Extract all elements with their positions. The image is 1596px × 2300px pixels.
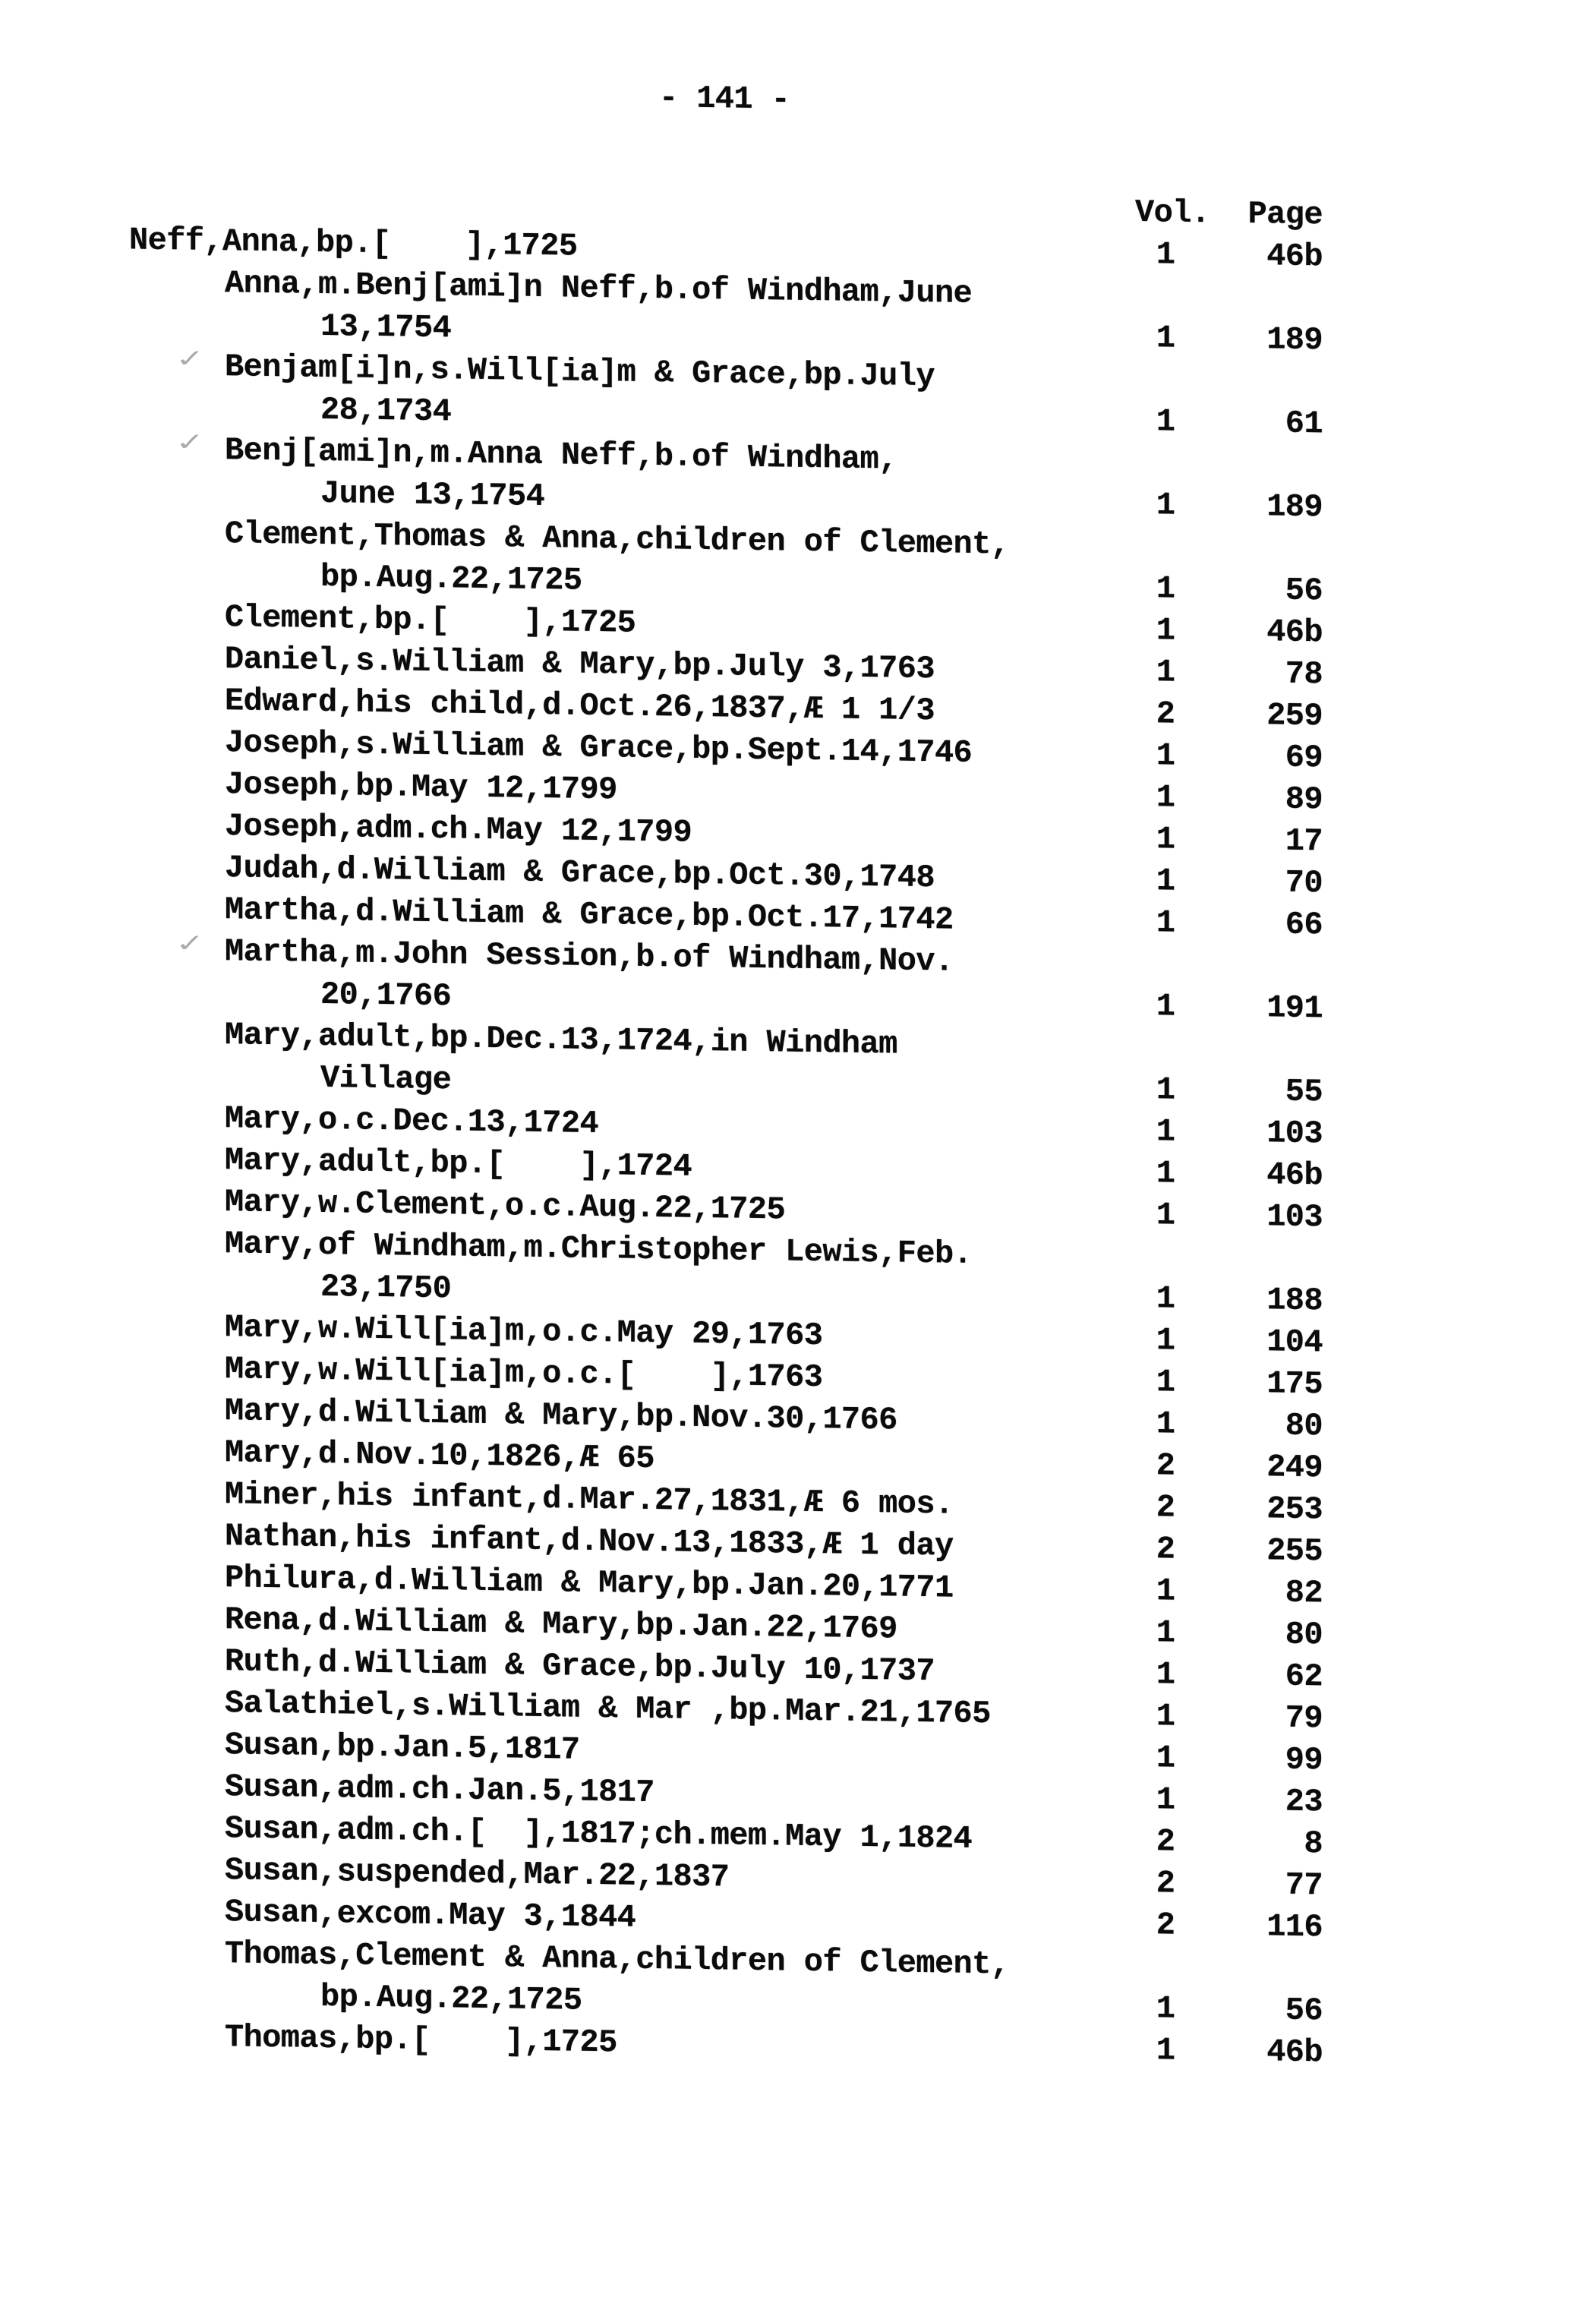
entry-text: 20,1766	[320, 976, 452, 1015]
vol-cell: 2	[1156, 1531, 1175, 1568]
page-cell: 116	[1266, 1908, 1323, 1946]
entry-text: Judah,d.William & Grace,bp.Oct.30,1748	[225, 850, 935, 897]
entry-text: Daniel,s.William & Mary,bp.July 3,1763	[225, 641, 935, 688]
vol-column-header: Vol.	[1135, 194, 1210, 232]
vol-cell: 1	[1156, 1990, 1175, 2027]
entry-text: 28,1734	[320, 391, 452, 431]
vol-cell: 1	[1156, 1322, 1175, 1359]
page-cell: 55	[1285, 1073, 1323, 1111]
vol-cell: 1	[1156, 821, 1175, 858]
page-cell: 80	[1285, 1407, 1323, 1445]
page-cell: 79	[1285, 1699, 1323, 1737]
vol-cell: 1	[1156, 1155, 1175, 1192]
page-cell: 188	[1266, 1282, 1323, 1320]
entry-text: Joseph,adm.ch.May 12,1799	[225, 808, 692, 851]
vol-cell: 1	[1156, 988, 1175, 1025]
page-cell: 175	[1266, 1365, 1323, 1403]
page-cell: 82	[1285, 1574, 1323, 1612]
vol-cell: 1	[1156, 320, 1175, 357]
entry-text: Miner,his infant,d.Mar.27,1831,Æ 6 mos.	[225, 1476, 954, 1523]
vol-cell: 1	[1156, 904, 1175, 942]
page-cell: 61	[1285, 405, 1323, 443]
entry-text: Thomas,bp.[ ],1725	[225, 2019, 617, 2062]
vol-cell: 1	[1156, 1113, 1175, 1150]
vol-cell: 2	[1156, 1489, 1175, 1526]
entry-text: Susan,adm.ch.Jan.5,1817	[225, 1768, 654, 1812]
page-cell: 259	[1266, 697, 1323, 735]
vol-cell: 1	[1156, 1698, 1175, 1735]
vol-cell: 1	[1156, 1364, 1175, 1401]
vol-cell: 1	[1156, 779, 1175, 816]
entry-text: Salathiel,s.William & Mar ,bp.Mar.21,1765	[225, 1685, 991, 1733]
entry-text: Mary,w.Clement,o.c.Aug.22,1725	[225, 1184, 786, 1229]
entry-text: Ruth,d.William & Grace,bp.July 10,1737	[225, 1643, 935, 1690]
entry-text: bp.Aug.22,1725	[320, 558, 582, 599]
vol-cell: 2	[1156, 1865, 1175, 1902]
vol-cell: 1	[1156, 1071, 1175, 1109]
entry-text: Mary,d.Nov.10,1826,Æ 65	[225, 1434, 654, 1478]
entry-text: Martha,d.William & Grace,bp.Oct.17,1742	[225, 891, 954, 939]
page-cell: 80	[1285, 1616, 1323, 1654]
vol-cell: 1	[1156, 403, 1175, 440]
page-cell: 89	[1285, 781, 1323, 819]
vol-cell: 1	[1156, 863, 1175, 900]
pencil-checkmark-icon: ✓	[176, 929, 203, 961]
page-cell: 249	[1266, 1449, 1323, 1487]
entry-text: Mary,adult,bp.Dec.13,1724,in Windham	[225, 1017, 897, 1063]
page-cell: 70	[1285, 864, 1323, 902]
page-cell: 56	[1285, 572, 1323, 610]
entry-text: 13,1754	[320, 308, 452, 347]
page-cell: 62	[1285, 1658, 1323, 1696]
entry-text: Thomas,Clement & Anna,children of Clement,	[225, 1936, 1010, 1983]
entry-text: Mary,adult,bp.[ ],1724	[225, 1142, 692, 1185]
vol-cell: 2	[1156, 696, 1175, 733]
entry-text: Philura,d.William & Mary,bp.Jan.20,1771	[225, 1560, 954, 1607]
entry-text: Mary,w.Will[ia]m,o.c.May 29,1763	[225, 1309, 823, 1355]
page-column-header: Page	[1247, 195, 1323, 234]
entry-text: Martha,m.John Session,b.of Windham,Nov.	[225, 933, 954, 980]
entry-text: Mary,d.William & Mary,bp.Nov.30,1766	[225, 1393, 897, 1439]
entry-text: Mary,w.Will[ia]m,o.c.[ ],1763	[225, 1351, 823, 1396]
entry-text: Joseph,s.William & Grace,bp.Sept.14,1746	[225, 724, 973, 771]
vol-cell: 1	[1156, 1406, 1175, 1443]
vol-cell: 2	[1156, 1447, 1175, 1484]
page-cell: 77	[1285, 1866, 1323, 1904]
page-cell: 78	[1285, 655, 1323, 693]
entry-text: Benj[ami]n,m.Anna Neff,b.of Windham,	[225, 432, 897, 478]
page-cell: 69	[1285, 739, 1323, 777]
page-cell: 46b	[1266, 238, 1323, 276]
entry-text: 23,1750	[320, 1268, 452, 1308]
entry-text: Mary,o.c.Dec.13,1724	[225, 1100, 599, 1143]
vol-cell: 1	[1156, 2032, 1175, 2069]
vol-cell: 1	[1156, 1197, 1175, 1234]
page-cell: 189	[1266, 321, 1323, 359]
entry-text: Susan,suspended,Mar.22,1837	[225, 1852, 730, 1896]
entry-text: Rena,d.William & Mary,bp.Jan.22,1769	[225, 1601, 897, 1648]
vol-cell: 2	[1156, 1907, 1175, 1944]
entry-text: Clement,bp.[ ],1725	[225, 599, 636, 642]
page-cell: 191	[1266, 989, 1323, 1027]
page-cell: 66	[1285, 906, 1323, 944]
vol-cell: 1	[1156, 1614, 1175, 1652]
vol-cell: 1	[1156, 654, 1175, 691]
entry-text: June 13,1754	[320, 475, 545, 516]
vol-cell: 1	[1156, 236, 1175, 273]
entry-text: Anna,m.Benj[ami]n Neff,b.of Windham,June	[225, 265, 973, 312]
page-cell: 103	[1266, 1115, 1323, 1153]
entry-text: Benjam[i]n,s.Will[ia]m & Grace,bp.July	[225, 349, 935, 396]
entry-text: Village	[320, 1059, 452, 1099]
page-cell: 46b	[1266, 614, 1323, 652]
entry-text: bp.Aug.22,1725	[320, 1978, 582, 2019]
vol-cell: 1	[1156, 1740, 1175, 1777]
page-cell: 56	[1285, 1992, 1323, 2030]
page-cell: 99	[1285, 1741, 1323, 1779]
page-cell: 17	[1285, 822, 1323, 860]
vol-cell: 1	[1156, 612, 1175, 649]
entry-text: Susan,excom.May 3,1844	[225, 1894, 636, 1936]
pencil-checkmark-icon: ✓	[176, 345, 203, 376]
entry-text: Neff,Anna,bp.[ ],1725	[129, 222, 578, 265]
vol-cell: 1	[1156, 1280, 1175, 1317]
page-cell: 104	[1266, 1324, 1323, 1361]
entry-text: Susan,bp.Jan.5,1817	[225, 1727, 580, 1768]
entry-text: Mary,of Windham,m.Christopher Lewis,Feb.	[225, 1226, 973, 1273]
page-cell: 23	[1285, 1783, 1323, 1821]
vol-cell: 1	[1156, 570, 1175, 607]
entry-text: Nathan,his infant,d.Nov.13,1833,Æ 1 day	[225, 1518, 954, 1565]
records-index-table	[129, 178, 1503, 2076]
entry-text: Susan,adm.ch.[ ],1817;ch.mem.May 1,1824	[225, 1810, 973, 1857]
vol-cell: 2	[1156, 1823, 1175, 1860]
vol-cell: 1	[1156, 737, 1175, 775]
vol-cell: 1	[1156, 1781, 1175, 1819]
vol-cell: 1	[1156, 1656, 1175, 1693]
entry-text: Clement,Thomas & Anna,children of Clement,	[225, 516, 1010, 563]
vol-cell: 1	[1156, 1573, 1175, 1610]
entry-text: Joseph,bp.May 12,1799	[225, 766, 617, 809]
page-cell: 46b	[1266, 2033, 1323, 2071]
pencil-checkmark-icon: ✓	[176, 428, 203, 459]
page-number: - 141 -	[659, 80, 790, 118]
page-cell: 103	[1266, 1198, 1323, 1236]
page-cell: 189	[1266, 488, 1323, 526]
page-cell: 255	[1266, 1532, 1323, 1570]
page-cell: 46b	[1266, 1156, 1323, 1194]
entry-text: Edward,his child,d.Oct.26,1837,Æ 1 1/3	[225, 683, 935, 730]
page-cell: 253	[1266, 1491, 1323, 1529]
page-cell: 8	[1304, 1825, 1323, 1863]
vol-cell: 1	[1156, 487, 1175, 524]
